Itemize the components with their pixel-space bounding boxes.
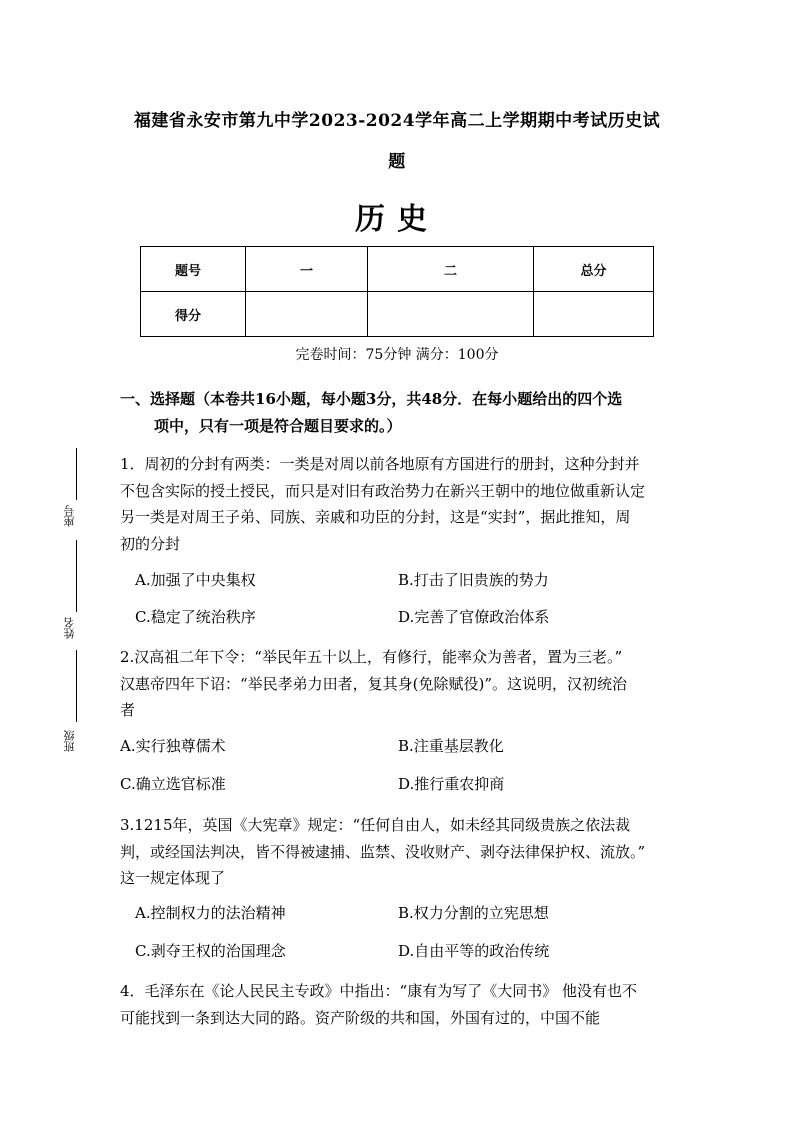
question-stem-line: 者 bbox=[120, 701, 136, 719]
question-stem-line: 不包含实际的授土授民，而只是对旧有政治势力在新兴王朝中的地位做重新认定 bbox=[120, 481, 646, 500]
margin-label-seat: 座号 bbox=[63, 505, 76, 527]
score-table bbox=[140, 246, 654, 337]
question-stem-line: 判，或经国法判决，皆不得被逮捕、监禁、没收财产、剥夺法律保护权、流放。” bbox=[120, 842, 646, 861]
question-2-option-c[interactable]: C.确立选官标准 bbox=[120, 775, 226, 793]
margin-label-name: 姓名 bbox=[63, 617, 76, 639]
score-cell-part-two: 二 bbox=[368, 247, 534, 292]
question-2-option-a[interactable]: A.实行独尊儒术 bbox=[120, 737, 226, 755]
document-title-line1: 福建省永安市第九中学2023-2024学年高二上学期期中考试历史试 bbox=[133, 111, 661, 131]
question-stem-line: 1．周初的分封有两类：一类是对周以前各地原有方国进行的册封，这种分封并 bbox=[120, 455, 640, 473]
score-cell-question-no: 题号 bbox=[141, 247, 246, 292]
subject-heading: 历史 bbox=[355, 202, 439, 237]
question-2-option-d[interactable]: D.推行重农抑商 bbox=[398, 775, 505, 793]
question-stem-line: 3.1215年，英国《大宪章》规定：“任何自由人，如未经其同级贵族之依法裁 bbox=[120, 816, 631, 834]
margin-line-class bbox=[76, 650, 77, 722]
question-stem-line: 汉惠帝四年下诏：“举民孝弟力田者，复其身(免除赋役)”。这说明，汉初统治 bbox=[120, 674, 628, 693]
score-cell-score-label: 得分 bbox=[141, 292, 246, 337]
question-stem-line: 可能找到一条到达大同的路。资产阶级的共和国，外国有过的，中国不能 bbox=[120, 1008, 601, 1027]
score-table-score-row bbox=[141, 292, 654, 337]
section-one-heading bbox=[120, 386, 690, 440]
question-3-option-b[interactable]: B.权力分割的立宪思想 bbox=[398, 904, 549, 922]
score-input-part-one[interactable] bbox=[246, 292, 368, 337]
section-one-line2: 项中，只有一项是符合题目要求的。） bbox=[154, 417, 402, 435]
margin-line-name bbox=[76, 540, 77, 612]
question-stem-line: 2.汉高祖二年下令：“举民年五十以上，有修行，能率众为善者，置为三老。” bbox=[120, 648, 623, 666]
margin-label-class: 班级 bbox=[63, 730, 76, 752]
score-cell-total: 总分 bbox=[534, 247, 654, 292]
question-stem-line: 初的分封 bbox=[120, 534, 181, 553]
question-1-option-c[interactable]: C.稳定了统治秩序 bbox=[135, 608, 256, 626]
score-input-total[interactable] bbox=[534, 292, 654, 337]
score-input-part-two[interactable] bbox=[368, 292, 534, 337]
section-one-line1: 一、选择题（本卷共16小题，每小题3分，共48分．在每小题给出的四个选 bbox=[120, 390, 623, 408]
question-1-stem bbox=[120, 451, 686, 557]
question-stem-line: 另一类是对周王子弟、同族、亲戚和功臣的分封，这是“实封”，据此推知，周 bbox=[120, 508, 631, 526]
question-3-option-c[interactable]: C.剥夺王权的治国理念 bbox=[135, 942, 286, 960]
question-1-option-d[interactable]: D.完善了官僚政治体系 bbox=[398, 608, 550, 626]
margin-line-seat bbox=[76, 448, 77, 500]
question-2-stem bbox=[120, 644, 686, 724]
question-stem-line: 这一规定体现了 bbox=[120, 869, 226, 887]
question-3-option-d[interactable]: D.自由平等的政治传统 bbox=[398, 942, 550, 960]
document-title-line2: 题 bbox=[388, 152, 406, 172]
question-3-stem bbox=[120, 812, 686, 892]
question-3-option-a[interactable]: A.控制权力的法治精神 bbox=[135, 904, 286, 922]
score-cell-part-one: 一 bbox=[246, 247, 368, 292]
score-table-header-row bbox=[141, 247, 654, 292]
question-2-option-b[interactable]: B.注重基层教化 bbox=[398, 737, 504, 755]
exam-info: 完卷时间：75分钟 满分：100分 bbox=[295, 347, 499, 363]
question-1-option-b[interactable]: B.打击了旧贵族的势力 bbox=[398, 571, 549, 589]
question-stem-line: 4．毛泽东在《论人民民主专政》中指出：“康有为写了《大同书》 他没有也不 bbox=[120, 982, 637, 1000]
question-4-stem bbox=[120, 978, 686, 1031]
question-1-option-a[interactable]: A.加强了中央集权 bbox=[135, 571, 256, 589]
